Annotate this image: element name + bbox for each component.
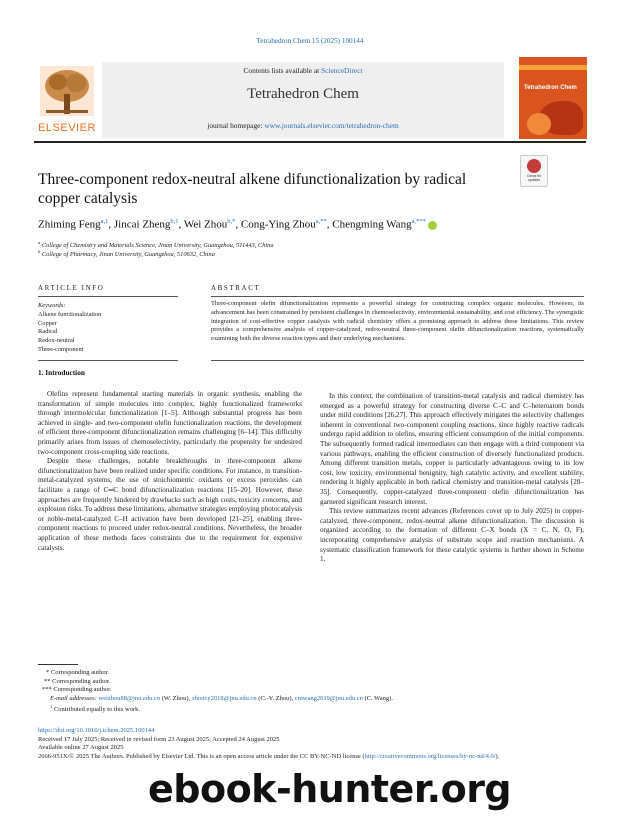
cover-title: Tetrahedron Chem <box>524 85 577 91</box>
email-link[interactable]: cmwang2019@jnu.edu.cn <box>294 694 363 702</box>
author-marks[interactable]: a,*** <box>411 218 426 225</box>
received-dates: Received 17 July 2025; Received in revised form 23 August 2025; Accepted 24 August 2025 <box>38 735 280 743</box>
email-line <box>38 695 598 704</box>
journal-cover[interactable] <box>519 57 587 139</box>
journal-title: Tetrahedron Chem <box>247 86 359 102</box>
publication-info <box>38 727 588 761</box>
elsevier-tree-icon <box>40 66 94 116</box>
email-link[interactable]: weizhou88@jnu.edu.cn <box>98 694 161 702</box>
equal-contribution-note: $^1$ Contributed equally to this work. <box>50 704 140 714</box>
article-title: Three-component redox-neutral alkene difunctionalization by radical copper catalysis <box>38 171 467 207</box>
masthead-divider <box>34 141 586 143</box>
footnote-corresponding: * Corresponding author. <box>46 669 110 676</box>
journal-masthead <box>34 62 577 138</box>
journal-reference[interactable]: Tetrahedron Chem 15 (2025) 100144 <box>256 37 364 45</box>
footnote-corresponding: *** Corresponding author. <box>42 686 112 694</box>
email-owner: (W. Zhou), <box>161 694 191 702</box>
author-marks[interactable]: a,1 <box>100 218 109 225</box>
homepage-link[interactable]: www.journals.elsevier.com/tetrahedron-chem <box>264 121 399 130</box>
author-name[interactable]: Jincai Zheng <box>113 218 171 231</box>
body-paragraph: Despite these challenges, notable breakthroughs in three-component alkene difunctionalization have been realized under specific conditions. For instance, in transition-metal-catalyzed systems, the use of stoichiometric oxidants or excess peroxides can facilitate a range of C═C bond difunctionalization reactions [15–20]. However, these approaches are frequently hindered by drawbacks such as high costs, toxicity concerns, and explosion risks. To address these limitations, alternative strategies employing photocatalysis or noble-metal-catalyzed C–H activation have been developed [21–25], enabling three-component reactions to proceed under redox-neutral conditions. Nevertheless, the broader application of these methods faces constraints due to the requirement for expensive catalysts. <box>38 457 302 552</box>
author-name[interactable]: Chengming Wang <box>332 218 412 231</box>
cover-stripe <box>519 65 587 70</box>
homepage-prefix: journal homepage: <box>207 121 263 130</box>
email-owner: (C.-Y. Zhou), <box>258 694 294 702</box>
keyword: Three-component <box>38 345 84 353</box>
email-owner: (C. Wang). <box>364 694 393 702</box>
keywords-label: Keywords: <box>38 302 66 309</box>
affiliation-mark: b <box>38 249 41 254</box>
check-updates-label: Check for updates <box>526 174 542 182</box>
author-name[interactable]: Zhiming Feng <box>38 218 101 231</box>
check-updates-icon <box>527 159 541 173</box>
abstract-heading: ABSTRACT <box>211 284 261 292</box>
keyword: Redox-neutral <box>38 337 75 345</box>
author-name[interactable]: Cong-Ying Zhou <box>240 218 316 231</box>
abstract-rule <box>211 296 584 297</box>
section-heading: 1. Introduction <box>38 368 85 377</box>
keyword: Alkene functionalization <box>38 310 102 318</box>
body-paragraph: In this context, the combination of transition-metal catalysis and radical chemistry has emerged as a powerful strategy for constructing diverse C–C and C–heteroatom bonds under mild conditions [26,27]. This approach effectively mitigates the selectivity challenges inherent in conventional two-component coupling reactions, since highly reactive radicals undergo rapid addition to olefins, ensuring efficient consumption of the initial components. The subsequently formed radical intermediates can then engage with a third component via various pathways, enabling the efficient construction of diversely functionalized products. Among different transition metals, copper is particularly advantageous owing to its low cost, low toxicity, environmental benignity, high catalytic activity, and excellent stability, rendering it highly applicable in both radical chemistry and transition-metal catalysis [28–35]. Consequently, copper-catalyzed three-component olefin difunctionalization has garnered significant research interest. <box>320 392 584 506</box>
body-right-column <box>320 392 584 565</box>
email-label: E-mail addresses: <box>50 694 97 702</box>
contents-prefix: Contents lists available at <box>243 66 320 75</box>
elsevier-logo <box>34 62 100 138</box>
watermark: ebook-hunter.org <box>148 767 512 811</box>
cover-art-accent <box>527 113 551 135</box>
check-for-updates-button[interactable] <box>520 155 548 187</box>
keywords-block <box>38 302 178 355</box>
contents-line <box>102 66 504 75</box>
author-marks[interactable]: b,* <box>227 218 236 225</box>
elsevier-wordmark: ELSEVIER <box>38 122 96 134</box>
keyword: Copper <box>38 319 57 327</box>
affiliation-text: College of Pharmacy, Jinan University, Guangzhou, 510632, China <box>41 251 215 259</box>
available-date: Available online 27 August 2025 <box>38 744 124 752</box>
masthead-panel <box>102 62 504 138</box>
body-paragraph: This review summarizes recent advances (References cover up to July 2025) in copper-catalyzed, three-component, redox-neutral alkene difunctionalization. The discussion is organized according to the formation of different C–X bonds (X = C, N, O, F), incorporating comprehensive analysis of substrate scope and reaction mechanisms. A systematic classification framework for these catalytic systems is further shown in Scheme 1. <box>320 507 584 564</box>
author-marks[interactable]: a,** <box>315 218 327 225</box>
license-link[interactable]: http://creativecommons.org/licenses/by-nc-nd/4.0/ <box>364 752 496 760</box>
affiliation-mark: a <box>38 240 41 245</box>
article-info-heading: ARTICLE INFO <box>38 284 105 292</box>
doi-link[interactable]: https://doi.org/10.1016/j.tchem.2025.100144 <box>38 727 155 734</box>
footnote-divider <box>38 664 78 665</box>
body-paragraph: Olefins represent fundamental starting materials in organic synthesis, enabling the transformation of simple molecules into complex, highly functionalized frameworks through intermolecular functionalization [1–5]. Although substantial progress has been achieved in single- and two-component olefin functionalization reactions, the development of efficient three-component difunctionalization remains challenging [6–14]. This difficulty primarily arises from issues of chemoselectivity, particularly the propensity for undesired two-component cross-coupling side reactions. <box>38 390 302 456</box>
article-info-rule <box>38 296 178 297</box>
orcid-icon[interactable] <box>428 221 437 230</box>
sciencedirect-link[interactable]: ScienceDirect <box>321 66 363 75</box>
email-link[interactable]: zhoucy2018@jnu.edu.cn <box>191 694 257 702</box>
homepage-line <box>102 121 504 130</box>
footnote-corresponding: ** Corresponding author. <box>44 677 111 685</box>
license-text: 2666-951X/© 2025 The Authors. Published by Elsevier Ltd. This is an open access article under the CC BY-NC-ND license ( <box>38 752 365 760</box>
author-list: Zhiming Feng$^{a,1}$, Jincai Zheng$^{b,1}$, Wei Zhou$^{b,*}$, Cong-Ying Zhou$^{a,**}$, Chengming Wang$^{a,***}$ <box>38 218 598 231</box>
license-line <box>38 753 588 762</box>
affiliation-text: College of Chemistry and Materials Science, Jinan University, Guangzhou, 511443, China <box>41 242 274 250</box>
abstract-bottom-rule <box>211 360 584 361</box>
affiliation-b <box>38 249 215 258</box>
abstract-text: Three-component olefin difunctionalization represents a powerful strategy for constructing complex organic molecules. However, its advancement has been constrained by persistent challenges in chemoselectivity, environmental sustainability, and cost efficiency. The synergistic integration of cost-effective copper catalysis with radical chemistry offers a promising approach to address these limitations. This review provides a comprehensive analysis of copper-catalyzed, redox-neutral three-component olefin difunctionalization reactions, systematically examining both the diverse reaction types and their underlying mechanisms. <box>211 300 584 343</box>
license-end: ). <box>495 752 500 760</box>
keywords-bottom-rule <box>38 360 178 361</box>
author-marks[interactable]: b,1 <box>170 218 179 225</box>
keyword: Radical <box>38 328 58 336</box>
body-left-column <box>38 390 302 553</box>
footnotes <box>38 669 598 715</box>
affiliation-a <box>38 240 274 249</box>
author-name[interactable]: Wei Zhou <box>183 218 228 231</box>
